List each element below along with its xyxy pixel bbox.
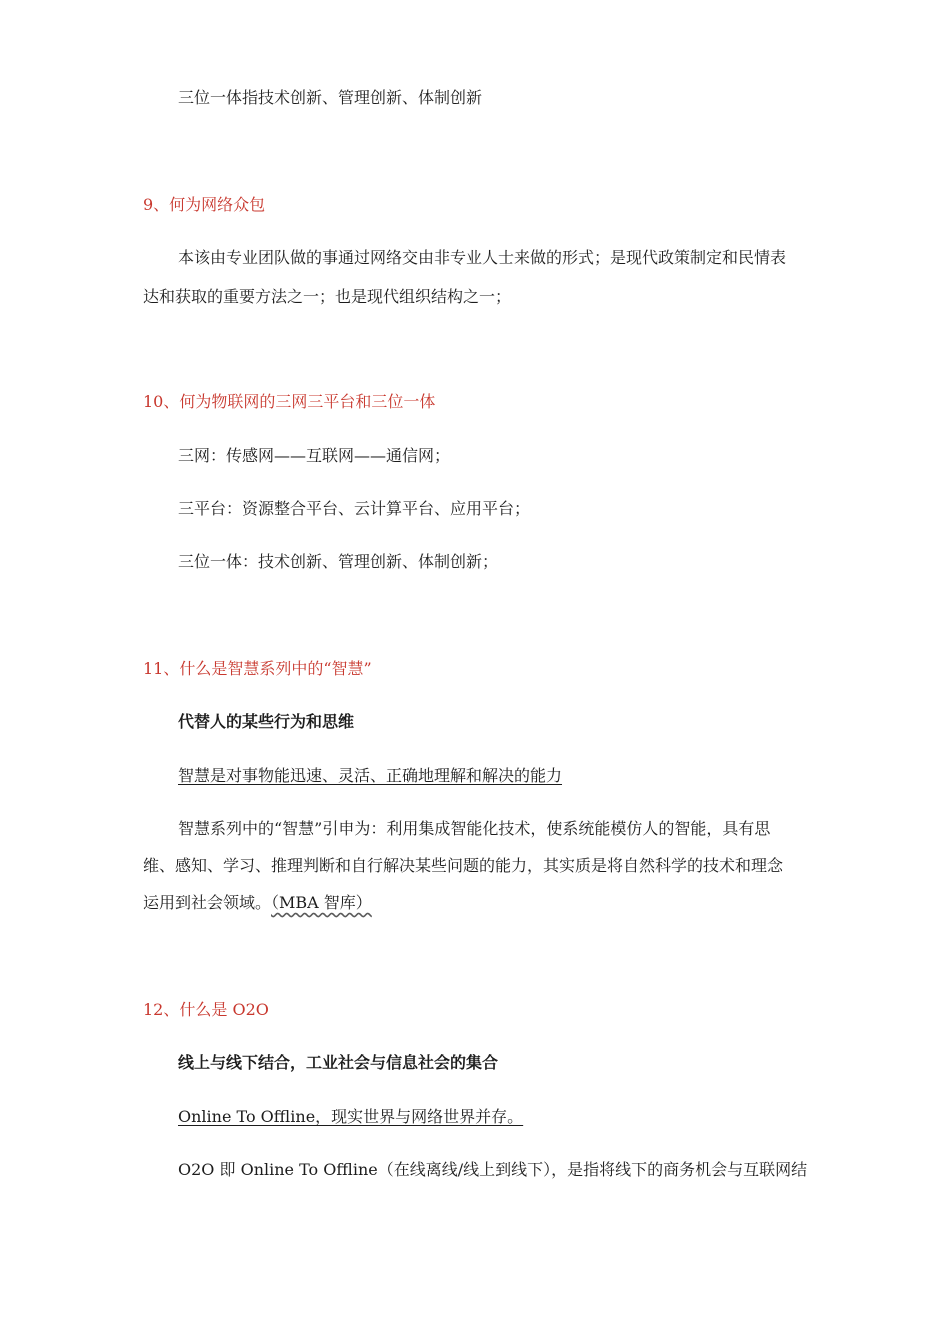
body-text-three-platforms: 三平台：资源整合平台、云计算平台、应用平台； xyxy=(178,499,531,518)
body-text-three-in-one-2: 三位一体：技术创新、管理创新、体制创新； xyxy=(178,552,499,571)
mba-reference: （MBA 智库） xyxy=(271,893,372,912)
body-text-wisdom-1: 智慧系列中的“智慧”引申为：利用集成智能化技术，使系统能模仿人的智能，具有思 xyxy=(178,819,771,838)
underlined-definition-q11: 智慧是对事物能迅速、灵活、正确地理解和解决的能力 xyxy=(178,766,563,785)
body-text-o2o-1: O2O 即 Online To Offline（在线离线/线上到线下），是指将线下的商务机会与互联网结 xyxy=(178,1160,808,1179)
body-text-wisdom-3 xyxy=(143,893,372,913)
body-text-crowdsourcing-1: 本该由专业团队做的事通过网络交由非专业人士来做的形式；是现代政策制定和民情表 xyxy=(178,248,787,267)
bold-summary-q11: 代替人的某些行为和思维 xyxy=(178,712,355,731)
body-text-three-networks: 三网：传感网——互联网——通信网； xyxy=(178,446,451,465)
body-text-wisdom-3-text: 运用到社会领域。 xyxy=(143,893,272,912)
underlined-definition-q12: Online To Offline，现实世界与网络世界并存。 xyxy=(178,1107,524,1126)
heading-q9: 9、何为网络众包 xyxy=(143,195,266,214)
body-text-wisdom-2: 维、感知、学习、推理判断和自行解决某些问题的能力，其实质是将自然科学的技术和理念 xyxy=(143,856,784,875)
body-text-crowdsourcing-2: 达和获取的重要方法之一；也是现代组织结构之一； xyxy=(143,287,512,306)
bold-summary-q12: 线上与线下结合，工业社会与信息社会的集合 xyxy=(178,1053,499,1072)
heading-q11: 11、什么是智慧系列中的“智慧” xyxy=(143,659,372,678)
heading-q10: 10、何为物联网的三网三平台和三位一体 xyxy=(143,392,436,411)
body-text-three-in-one: 三位一体指技术创新、管理创新、体制创新 xyxy=(178,88,483,107)
heading-q12: 12、什么是 O2O xyxy=(143,1000,269,1019)
